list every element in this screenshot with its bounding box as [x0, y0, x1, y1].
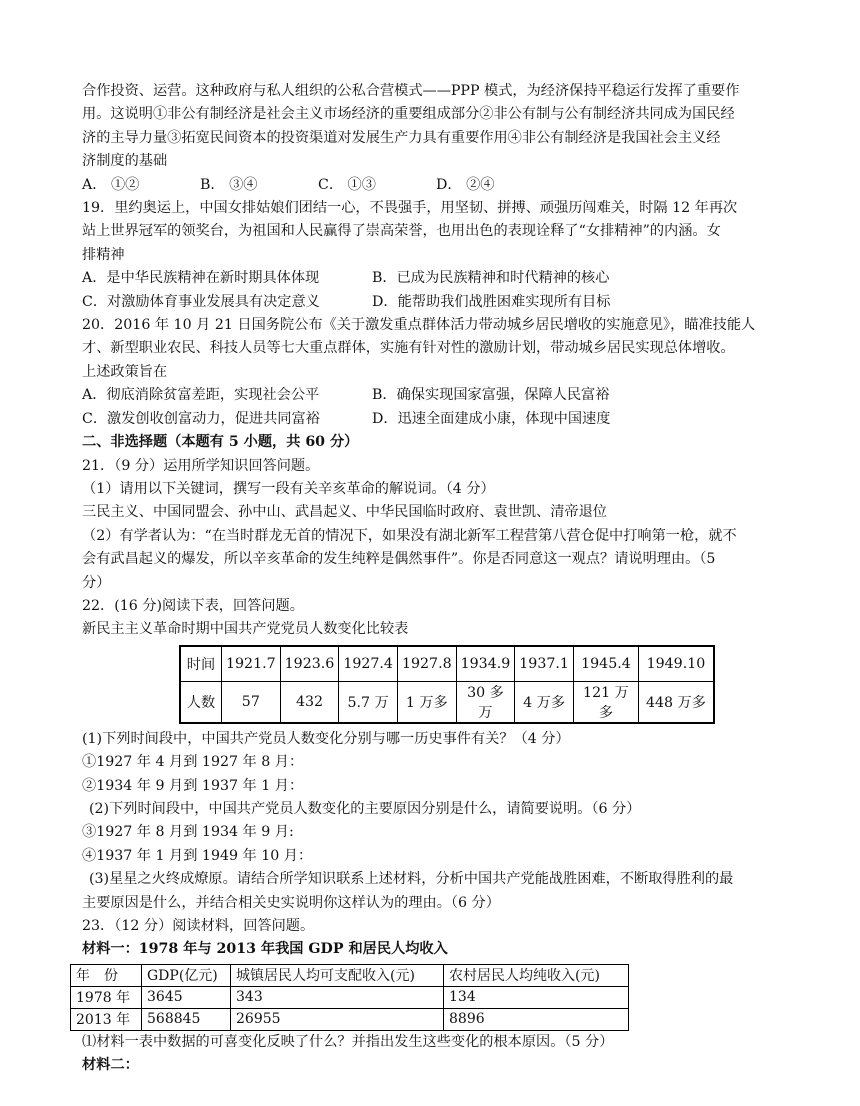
- table-header: 年 份: [71, 964, 142, 986]
- table-row-time: [180, 646, 714, 682]
- q19-option-a: A．是中华民族精神在新时期具体体现: [82, 270, 320, 287]
- q19-stem-line-2: 站上世界冠军的领奖台，为祖国和人民赢得了崇高荣誉，也用出色的表现诠释了“女排精神”的内涵。女: [82, 223, 721, 240]
- q18-options: [82, 174, 782, 197]
- q18-stem-line-3: 济的主导力量③拓宽民间资本的投资渠道对发展生产力具有重要作用④非公有制经济是我国社会主义经: [82, 129, 721, 146]
- table-cell: 343: [231, 986, 444, 1008]
- q22-part-2: (2)下列时间段中，中国共产党员人数变化的主要原因分别是什么，请简要说明。（6 分）: [89, 800, 641, 817]
- exam-page: [76, 80, 782, 1078]
- q20-option-d: D．迅速全面建成小康，体现中国速度: [372, 410, 611, 427]
- q19-stem-line-3: 排精神: [82, 246, 125, 263]
- q23-material-1-title: 材料一：1978 年与 2013 年我国 GDP 和居民人均收入: [82, 941, 448, 958]
- table-header: GDP(亿元): [142, 964, 231, 986]
- q22-table-title: 新民主主义革命时期中国共产党党员人数变化比较表: [82, 621, 409, 638]
- q21-part-2-line-3: 分）: [82, 574, 111, 591]
- q22-part-3-line-2: 主要原因是什么，并结合相关史实说明你这样认为的理由。（6 分）: [82, 894, 500, 911]
- table-cell: 26955: [231, 1008, 444, 1030]
- q21-title: 21．（9 分）运用所学知识回答问题。: [82, 457, 320, 474]
- table-cell: 432: [280, 681, 339, 723]
- table-cell: 1937.1: [515, 646, 574, 682]
- q21-keywords: 三民主义、中国同盟会、孙中山、武昌起义、中华民国临时政府、袁世凯、清帝退位: [82, 504, 607, 521]
- table-cell: 3645: [142, 986, 231, 1008]
- q18-stem-line-4: 济制度的基础: [82, 153, 168, 170]
- q18-option-a: A． ①②: [82, 176, 140, 193]
- q19-options-row-2: [82, 291, 782, 314]
- table-row: [71, 1008, 629, 1030]
- table-cell: 1934.9: [456, 646, 515, 682]
- q22-part-2-item-3: ③1927 年 8 月到 1934 年 9 月:: [82, 824, 294, 841]
- section-2-title: 二、非选择题（本题有 5 小题，共 60 分）: [82, 434, 359, 451]
- table-cell: 1 万多: [397, 681, 456, 723]
- table-cell: 448 万多: [638, 681, 714, 723]
- table-header-count: 人数: [180, 681, 222, 723]
- table-header-row: [71, 964, 629, 986]
- table-row: [71, 986, 629, 1008]
- table-cell: 30 多万: [456, 681, 515, 723]
- q20-option-c: C．激发创收创富动力，促进共同富裕: [82, 410, 320, 427]
- q19-options-row-1: [82, 267, 782, 290]
- table-header: 农村居民人均纯收入(元): [444, 964, 629, 986]
- table-header-time: 时间: [180, 646, 222, 682]
- q18-stem-line-1: 合作投资、运营。这种政府与私人组织的公私合营模式——PPP 模式，为经济保持平稳运行发挥了重要作: [82, 83, 740, 99]
- table-cell: 121 万多: [573, 681, 638, 723]
- q18-stem-line-2: 用。这说明①非公有制经济是社会主义市场经济的重要组成部分②非公有制与公有制经济共同成为国民经: [82, 106, 735, 123]
- q22-title: 22．(16 分)阅读下表，回答问题。: [82, 597, 304, 614]
- q21-part-2-line-1: （2）有学者认为：“在当时群龙无首的情况下，如果没有湖北新军工程营第八营仓促中打响第一枪，就不: [82, 527, 737, 544]
- table-cell: 1978 年: [71, 986, 142, 1008]
- table-cell: 1927.4: [339, 646, 398, 682]
- q20-options-row-2: [82, 408, 782, 431]
- q21-part-1: （1）请用以下关键词，撰写一段有关辛亥革命的解说词。（4 分）: [82, 480, 495, 497]
- table-cell: 2013 年: [71, 1008, 142, 1030]
- q20-option-b: B．确保实现国家富强，保障人民富裕: [372, 387, 610, 404]
- q18-option-d: D． ②④: [436, 176, 495, 193]
- party-membership-table: [179, 645, 715, 724]
- q19-option-d: D．能帮助我们战胜困难实现所有目标: [372, 293, 611, 310]
- table-cell: 134: [444, 986, 629, 1008]
- q18-option-b: B． ③④: [200, 176, 258, 193]
- gdp-income-table: [70, 964, 629, 1031]
- q20-option-a: A．彻底消除贫富差距，实现社会公平: [82, 387, 320, 404]
- table-cell: 1923.6: [280, 646, 339, 682]
- q19-stem-line-1: 19．里约奥运上，中国女排姑娘们团结一心，不畏强手，用坚韧、拼搏、顽强历闯难关，时隔 12 年再次: [82, 200, 738, 217]
- table-cell: 568845: [142, 1008, 231, 1030]
- q22-part-1: (1)下列时间段中，中国共产党员人数变化分别与哪一历史事件有关？（4 分）: [82, 730, 570, 747]
- q23-title: 23．（12 分）阅读材料，回答问题。: [82, 918, 315, 934]
- table-cell: 8896: [444, 1008, 629, 1030]
- table-header: 城镇居民人均可支配收入(元): [231, 964, 444, 986]
- q22-part-1-item-1: ①1927 年 4 月到 1927 年 8 月：: [82, 754, 304, 771]
- q20-stem-line-3: 上述政策旨在: [82, 363, 168, 380]
- q20-stem-line-1: 20．2016 年 10 月 21 日国务院公布《关于激发重点群体活力带动城乡居民增收的实施意见》，瞄准技能人: [82, 317, 756, 334]
- q22-part-1-item-2: ②1934 年 9 月到 1937 年 1 月：: [82, 777, 304, 794]
- table-cell: 1949.10: [638, 646, 714, 682]
- table-cell: 57: [222, 681, 281, 723]
- table-cell: 4 万多: [515, 681, 574, 723]
- table-cell: 5.7 万: [339, 681, 398, 723]
- table-cell: 1945.4: [573, 646, 638, 682]
- q21-part-2-line-2: 会有武昌起义的爆发，所以辛亥革命的发生纯粹是偶然事件”。你是否同意这一观点？请说明理由。（5: [82, 551, 716, 568]
- q19-option-b: B．已成为民族精神和时代精神的核心: [372, 270, 610, 287]
- q22-part-3-line-1: (3)星星之火终成燎原。请结合所学知识联系上述材料，分析中国共产党能战胜困难，不断取得胜利的最: [89, 871, 734, 888]
- q18-option-c: C． ①③: [318, 176, 376, 193]
- q22-part-2-item-4: ④1937 年 1 月到 1949 年 10 月：: [82, 847, 313, 864]
- q23-material-2-title: 材料二：: [82, 1057, 139, 1074]
- q20-stem-line-2: 才、新型职业农民、科技人员等七大重点群体，实施有针对性的激励计划，带动城乡居民实现总体增收。: [82, 340, 735, 357]
- table-row-count: [180, 681, 714, 723]
- q19-option-c: C．对激励体育事业发展具有决定意义: [82, 293, 320, 310]
- q20-options-row-1: [82, 384, 782, 407]
- table-cell: 1927.8: [397, 646, 456, 682]
- q23-question-1: ⑴材料一表中数据的可喜变化反映了什么？并指出发生这些变化的根本原因。（5 分）: [82, 1033, 614, 1050]
- table-cell: 1921.7: [222, 646, 281, 682]
